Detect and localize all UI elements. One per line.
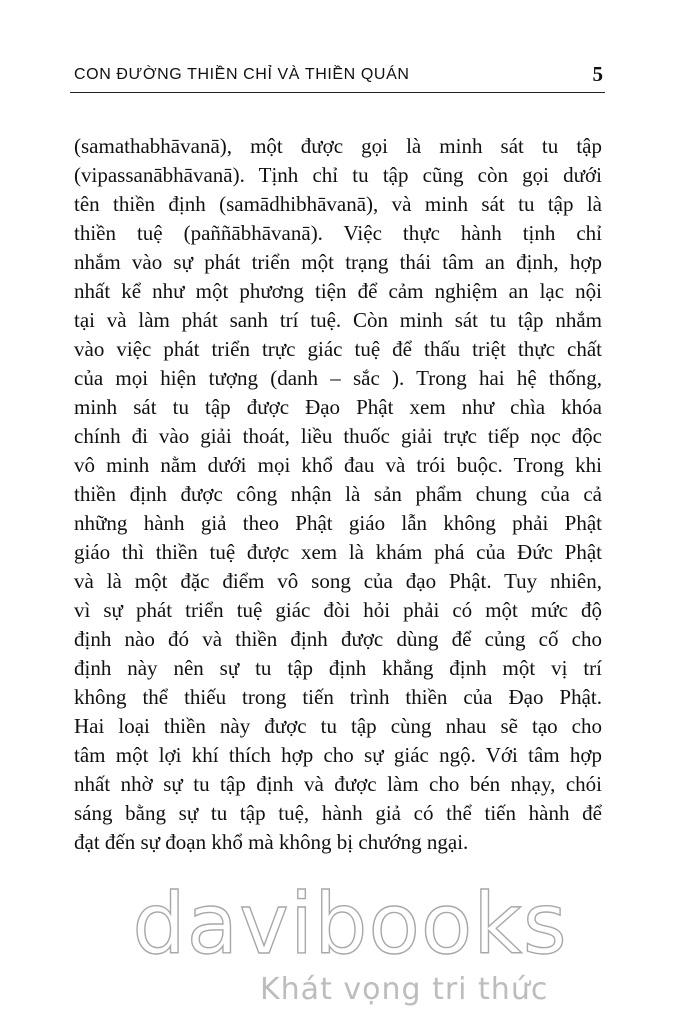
text-line: định nào đó và thiền định được dùng để củng cố cho (74, 627, 602, 651)
text-line: của mọi hiện tượng (danh – sắc ). Trong hai hệ thống, (74, 366, 602, 390)
text-line: Hai loại thiền này được tu tập cùng nhau sẽ tạo cho (74, 714, 602, 738)
page-header (70, 60, 605, 93)
watermark-logo: davibooks (132, 875, 568, 973)
text-line: nhắm vào sự phát triển một trạng thái tâm an định, hợp (74, 250, 602, 274)
text-line: những hành giả theo Phật giáo lẫn không phải Phật (74, 511, 602, 535)
text-line: tâm một lợi khí thích hợp cho sự giác ngộ. Với tâm hợp (74, 743, 602, 767)
text-line: không thể thiếu trong tiến trình thiền của Đạo Phật. (74, 685, 602, 709)
text-line: minh sát tu tập được Đạo Phật xem như chìa khóa (74, 395, 602, 419)
text-line: chính đi vào giải thoát, liều thuốc giải trực tiếp nọc độc (74, 424, 602, 448)
watermark-tagline: Khát vọng tri thức (260, 972, 549, 1007)
body-text (74, 132, 602, 857)
text-line: vào việc phát triển trực giác tuệ để thấu triệt thực chất (74, 337, 602, 361)
text-line: vô minh nằm dưới mọi khổ đau và trói buộc. Trong khi (74, 453, 602, 477)
text-line: tên thiền định (samādhibhāvanā), và minh sát tu tập là (74, 192, 602, 216)
text-line: tại và làm phát sanh trí tuệ. Còn minh sát tu tập nhắm (74, 308, 602, 332)
text-line-last: đạt đến sự đoạn khổ mà không bị chướng ngại. (74, 830, 469, 854)
text-line: vì sự phát triển tuệ giác đòi hỏi phải có một mức độ (74, 598, 602, 622)
running-title: CON ĐƯỜNG THIỀN CHỈ VÀ THIỀN QUÁN (74, 66, 410, 83)
text-line: (vipassanābhāvanā). Tịnh chỉ tu tập cũng còn gọi dưới (74, 163, 602, 187)
text-line: định này nên sự tu tập định khẳng định một vị trí (74, 656, 602, 680)
text-line: giáo thì thiền tuệ được xem là khám phá của Đức Phật (74, 540, 602, 564)
page-number: 5 (592, 62, 603, 86)
text-line: nhất kể như một phương tiện để cảm nghiệm an lạc nội (74, 279, 602, 303)
text-line: sáng bằng sự tu tập tuệ, hành giả có thể tiến hành để (74, 801, 602, 825)
text-line: nhất nhờ sự tu tập định và được làm cho bén nhạy, chói (74, 772, 602, 796)
text-line: thiền định được công nhận là sản phẩm chung của cả (74, 482, 602, 506)
text-line: thiền tuệ (paññābhāvanā). Việc thực hành tịnh chỉ (74, 221, 602, 245)
text-line: (samathabhāvanā), một được gọi là minh sát tu tập (74, 134, 602, 158)
text-line: và là một đặc điểm vô song của đạo Phật. Tuy nhiên, (74, 569, 602, 593)
